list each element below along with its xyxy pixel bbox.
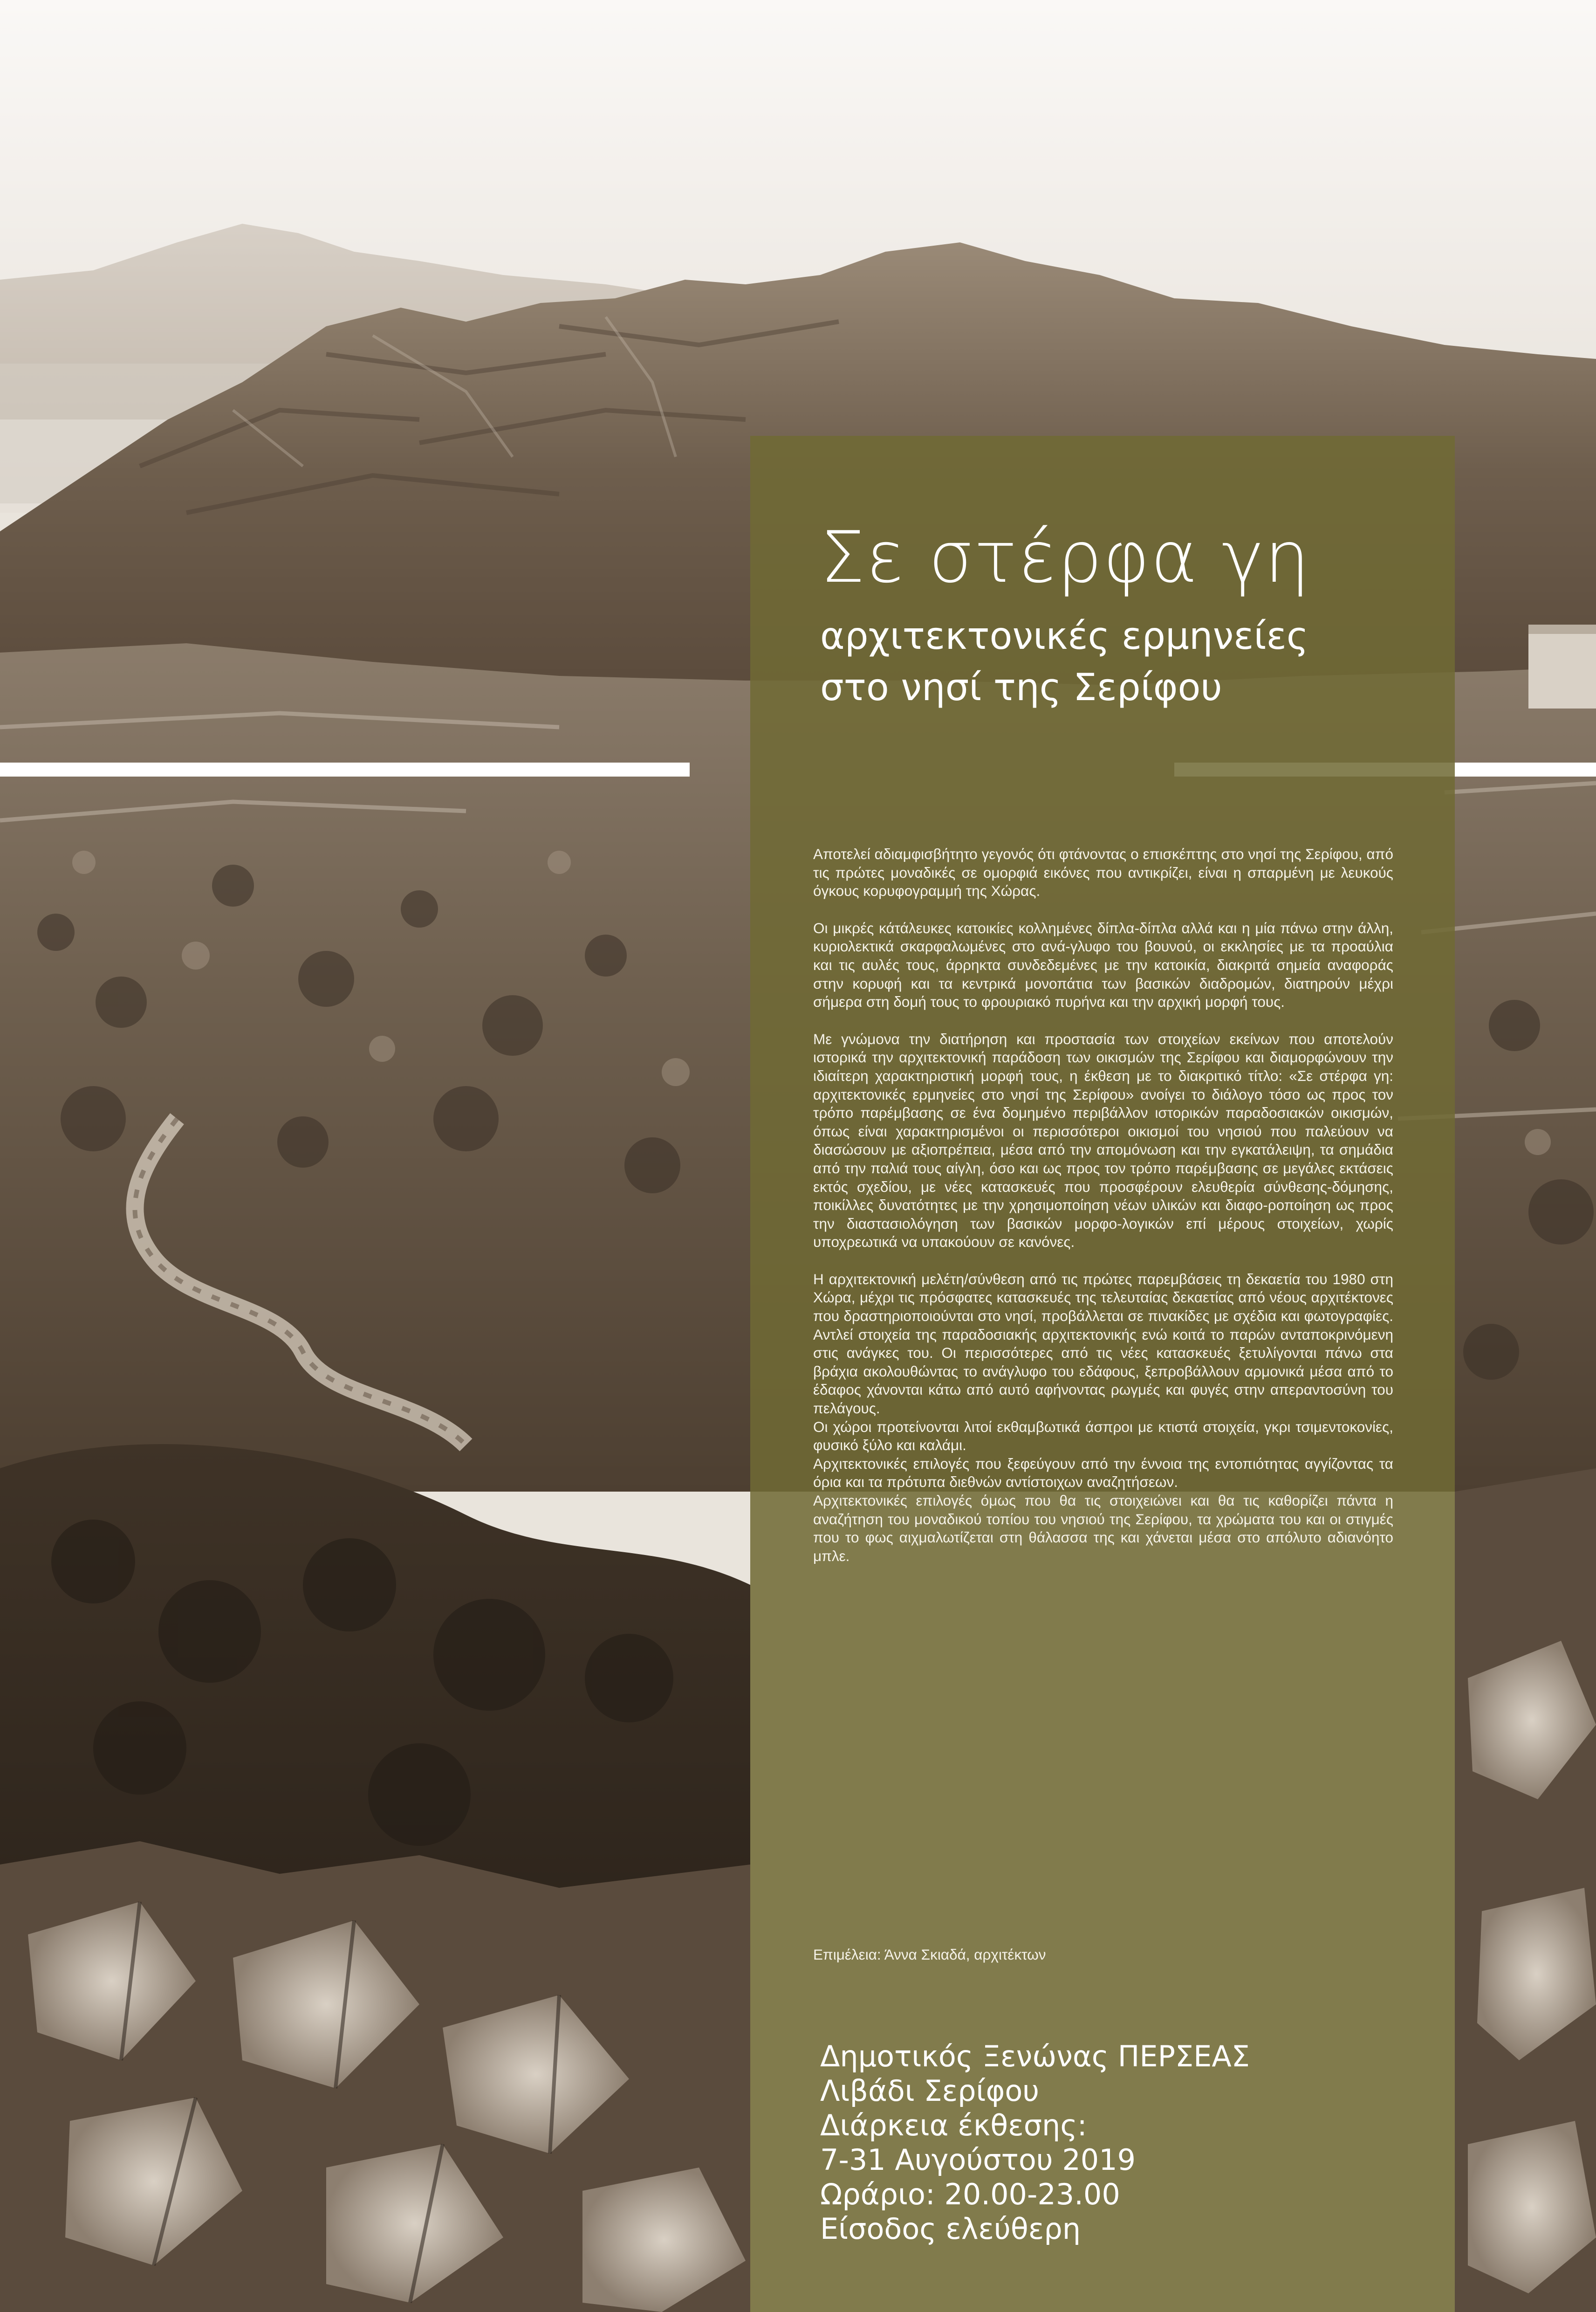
paragraph-exhibition: Με γνώμονα την διατήρηση και προστασία των στοιχείων εκείνων που αποτελούν ιστορικά την αρχιτεκτονική παράδοση των οικισμών της Σερίφου και διαμορφώνουν την ιδιαίτερη χαρακτηριστική μορφή τους, η έκθεση με το διακριτικό τίτλο: «Σε στέρφα γη: αρχιτεκτονικές ερμηνείες στο νησί της Σερίφου» ανοίγει το διάλογο τόσο ως προς τον τρόπο παρέμβασης σε ένα δομημένο περιβάλλον ιστορικών παραδοσιακών οικισμών, όπως είναι χαρακτηρισμένοι οι περισσότεροι οικισμοί του νησιού που παλεύουν να διασώσουν με αξιοπρέπεια, μέσα από την απομόνωση και την εγκατάλειψη, τα σημάδια από την παλιά τους αίγλη, όσο και ως προς τον τρόπο παρέμβασης σε μεγάλες εκτάσεις εκτός σχεδίου, με νέες κατασκευές που προσφέρουν ελευθερία σύνθεσης-δόμησης, ποικίλλες δυνατότητες με την χρησιμοποίηση νέων υλικών και διαφο-ροποίηση ως προς την διαστασιολόγηση των βασικών μορφο-λογικών επί μέρους στοιχείων, χωρίς υποχρεωτικά να υπακούουν σε κανόνες.: [813, 1030, 1393, 1251]
entry-info: Είσοδος ελεύθερη: [820, 2212, 1081, 2246]
venue-location: Λιβάδι Σερίφου: [820, 2074, 1040, 2108]
curator-credit: Επιμέλεια: Άννα Σκιαδά, αρχιτέκτων: [813, 1946, 1046, 1963]
venue-name: Δημοτικός Ξενώνας ΠΕΡΣΕΑΣ: [820, 2039, 1250, 2073]
exhibition-description: [813, 845, 1393, 1565]
paragraph-intro: Αποτελεί αδιαμφισβήτητο γεγονός ότι φτάνοντας ο επισκέπτης στο νησί της Σερίφου, από τις πρώτες μοναδικές σε ομορφιά εικόνες που αντικρίζει, είναι η σπαρμένη με λευκούς όγκους κορυφογραμμή της Χώρας.: [813, 846, 1393, 900]
subtitle-line-1: αρχιτεκτονικές ερμηνείες: [820, 614, 1308, 658]
exhibition-dates: 7-31 Αυγούστου 2019: [820, 2143, 1136, 2177]
venue-info: [820, 2039, 1250, 2246]
paragraph-landscape: Αρχιτεκτονικές επιλογές όμως που θα τις στοιχειώνει και θα τις καθορίζει πάντα η αναζήτηση του μοναδικού τοπίου του νησιού της Σερίφου, τα χρώματα του και οι στιγμές που το φως αιχμαλωτίζεται στη θάλασσα της και χάνεται μέσα στο απόλυτο αδιανόητο μπλε.: [813, 1492, 1393, 1564]
opening-hours: Ωράριο: 20.00-23.00: [820, 2177, 1120, 2211]
text-panel: [750, 436, 1455, 2312]
paragraph-architecture: Η αρχιτεκτονική μελέτη/σύνθεση από τις πρώτες παρεμβάσεις τη δεκαετία του 1980 στη Χώρα, μέχρι τις πρόσφατες κατασκευές της τελευταίας δεκαετίας από νέους αρχιτέκτονες που δραστηριοποιούνται στο νησί, προβάλλεται σε πινακίδες με σχέδια και φωτογραφίες. Αντλεί στοιχεία της παραδοσιακής αρχιτεκτονικής ενώ κοιτά το παρών ανταποκρινόμενη στις ανάγκες του. Οι περισσότερες από τις νέες κατασκευές ξετυλίγονται πάνω στα βράχια ακολουθώντας το ανάγλυφο του εδάφους, ξεπροβάλλουν αρμονικά μέσα από το έδαφος χάνονται κάτω από αυτό αφήνοντας ρωγμές και φυγές στην απεραντοσύνη του πελάγους.: [813, 1270, 1393, 1417]
paragraph-choices: Αρχιτεκτονικές επιλογές που ξεφεύγουν από την έννοια της εντοπιότητας αγγίζοντας τα όρια και τα πρότυπα διεθνών αντίστοιχων αναζητήσεων.: [813, 1455, 1393, 1491]
paragraph-spaces: Οι χώροι προτείνονται λιτοί εκθαμβωτικά άσπροι με κτιστά στοιχεία, γκρι τσιμεντοκονίες, φυσικό ξύλο και καλάμι.: [813, 1418, 1393, 1454]
left-white-rule: [0, 763, 690, 777]
paragraph-settlements: Οι μικρές κάτάλευκες κατοικίες κολλημένες δίπλα-δίπλα αλλά και η μία πάνω στην άλλη, κυριολεκτικά σκαρφαλωμένες στο ανά-γλυφο του βουνού, οι εκκλησίες με τα προαύλια και τις αυλές τους, άρρηκτα συνδεδεμένες με την κατοικία, διακριτά σημεία αναφοράς στην κορυφή και τα κεντρικά μονοπάτια των βασικών διαδρομών, διατηρούν μέχρι σήμερα στη δομή τους το φρουριακό πυρήνα και την αρχική μορφή τους.: [813, 919, 1393, 1011]
duration-label: Διάρκεια έκθεσης:: [820, 2108, 1087, 2142]
poster-title: Σε στέρφα γη: [820, 516, 1311, 599]
subtitle-line-2: στο νησί της Σερίφου: [820, 666, 1222, 709]
poster-subtitle: [820, 611, 1308, 713]
